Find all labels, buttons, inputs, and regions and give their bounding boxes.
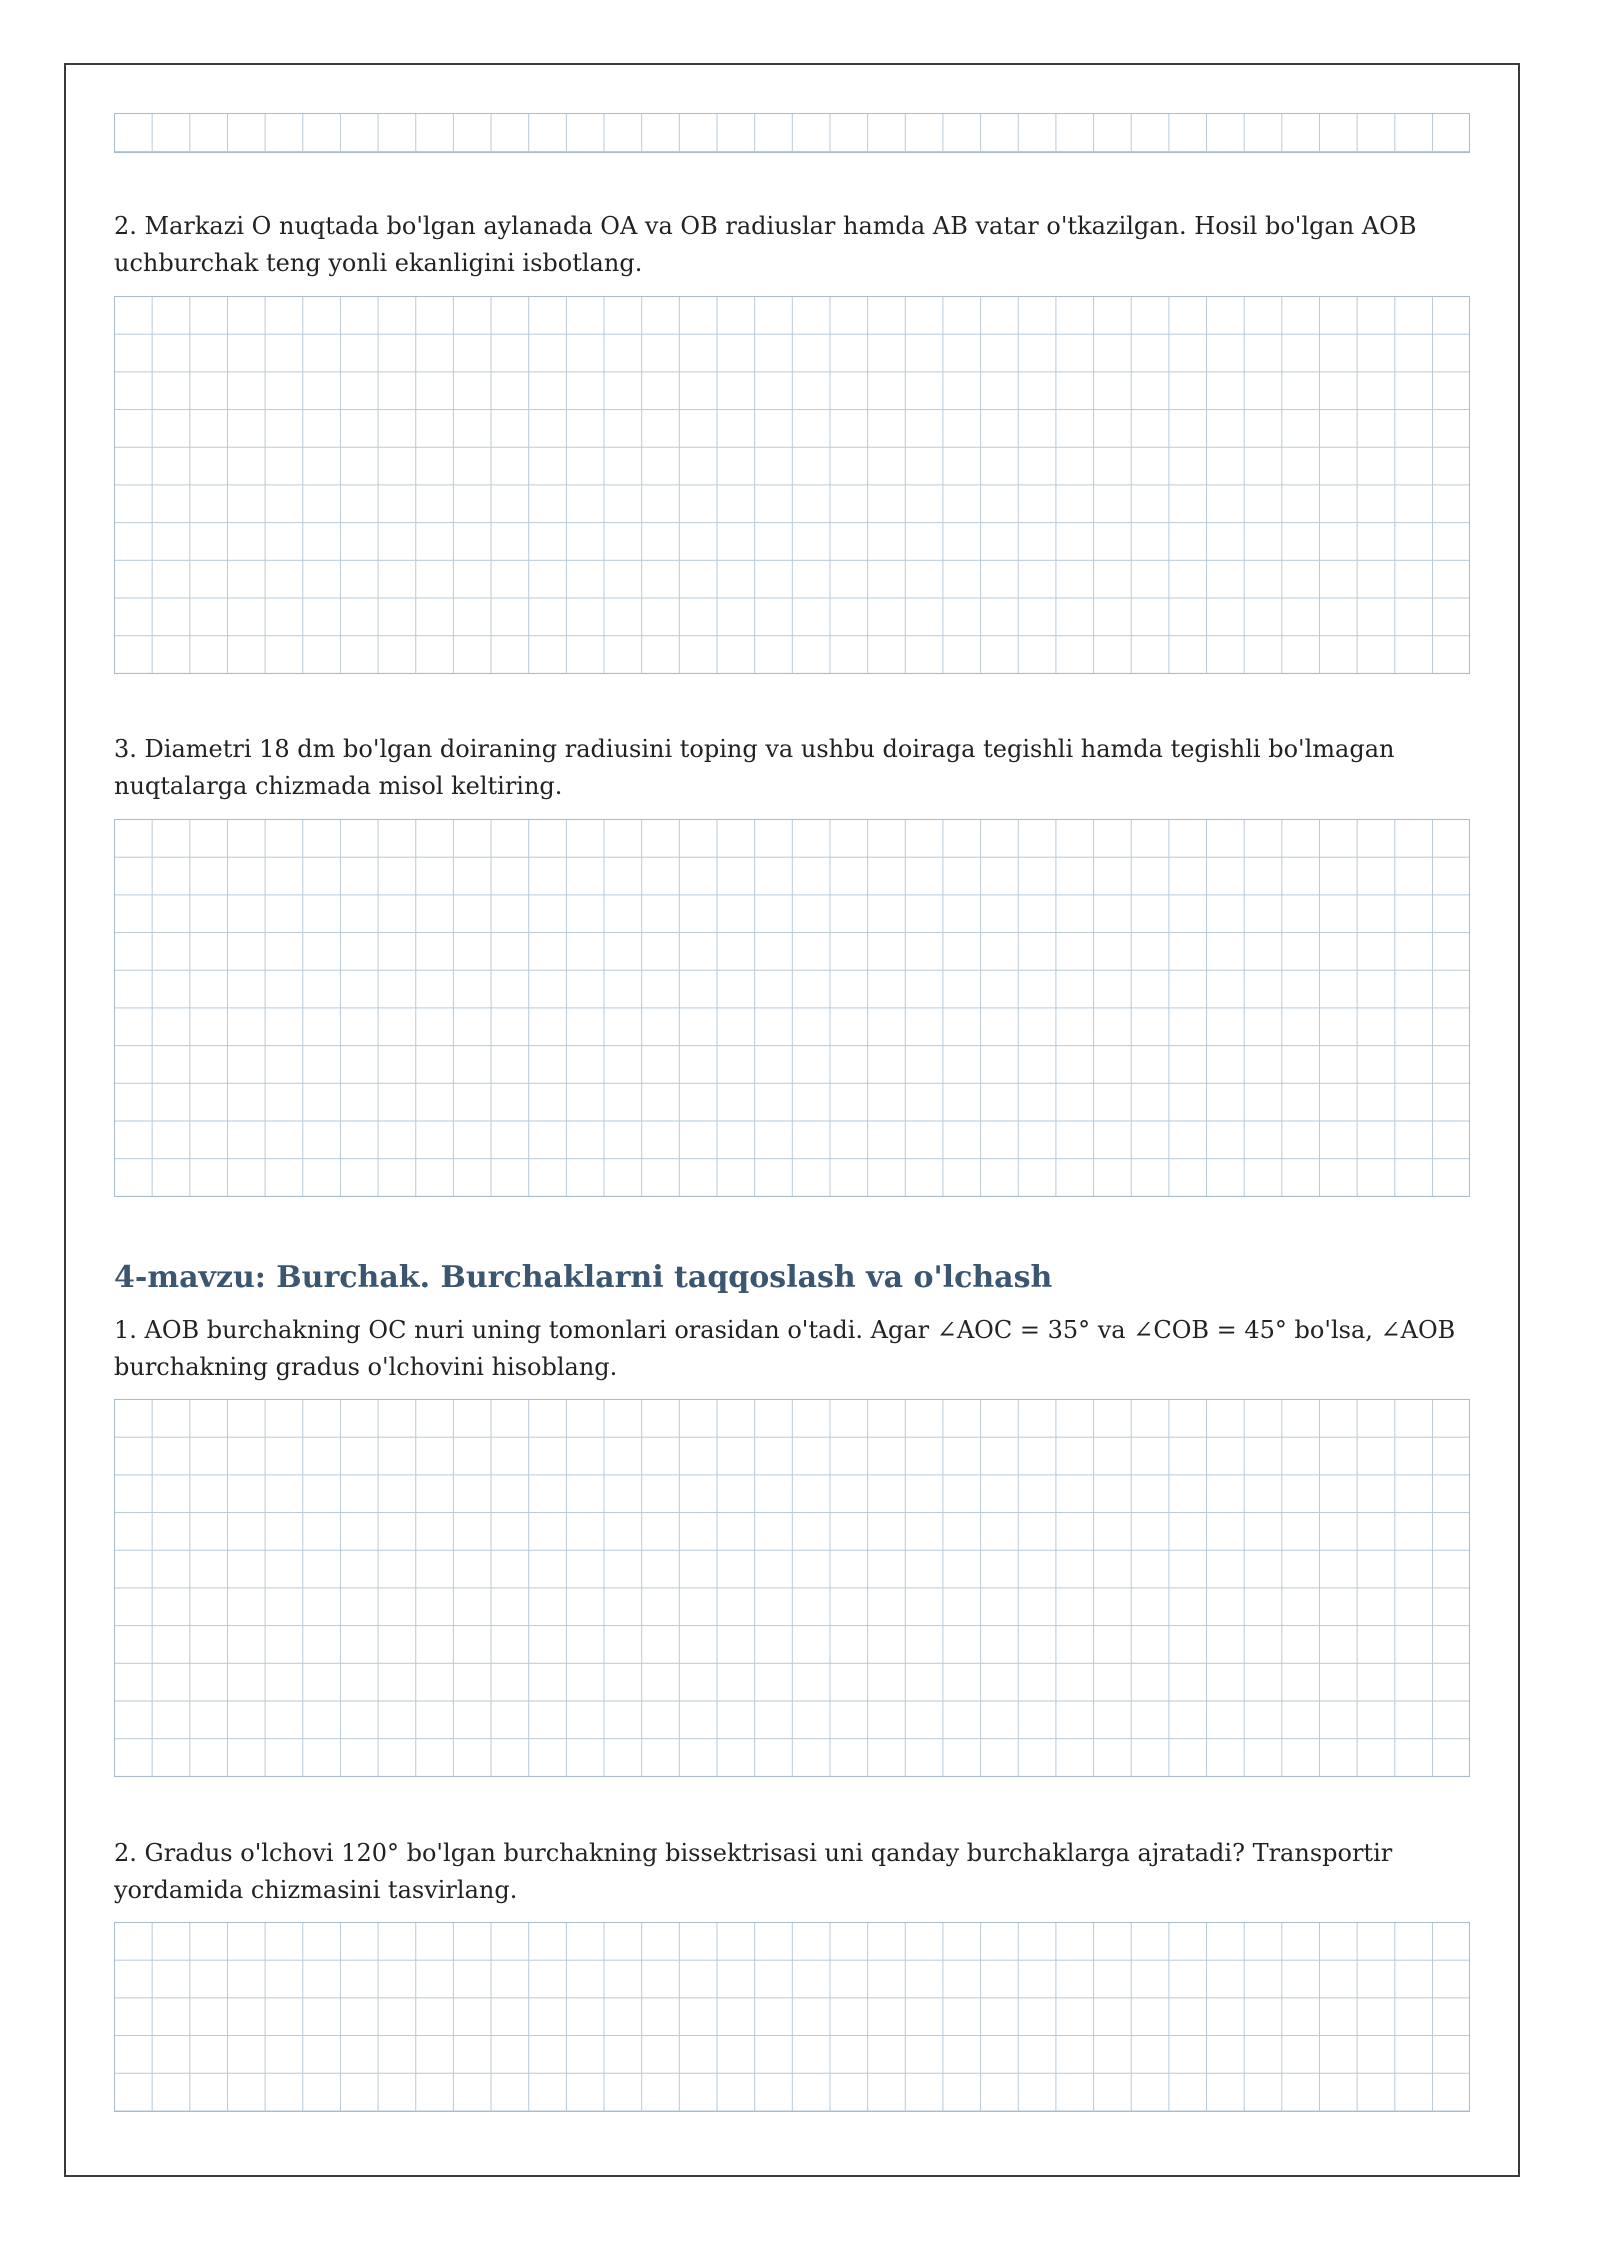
answer-grid-question-3[interactable] [114,819,1470,1197]
question-3-text: 3. Diametri 18 dm bo'lgan doiraning radiusini toping va ushbu doiraga tegishli hamda tegishli bo'lmagan nuqtalarga chizmada misol keltiring. [114,735,1395,800]
answer-grid-question-2[interactable] [114,296,1470,674]
section-4-title: 4-mavzu: Burchak. Burchaklarni taqqoslash va o'lchash [114,1260,1053,1295]
question-2-text: 2. Markazi O nuqtada bo'lgan aylanada OA va OB radiuslar hamda AB vatar o'tkazilgan. Hosil bo'lgan AOB uchburchak teng yonli ekanligini isbotlang. [114,212,1417,277]
answer-grid-top[interactable] [114,113,1470,153]
section-4-question-1-text: 1. AOB burchakning OC nuri uning tomonlari orasidan o'tadi. Agar ∠AOC = 35° va ∠COB = 45° bo'lsa, ∠AOB burchakning gradus o'lchovini hisoblang. [114,1316,1456,1381]
answer-grid-section-4-question-2[interactable] [114,1922,1470,2112]
section-4-question-2-text: 2. Gradus o'lchovi 120° bo'lgan burchakning bissektrisasi uni qanday burchaklarga ajratadi? Transportir yordamida chizmasini tasvirlang. [114,1839,1393,1904]
answer-grid-section-4-question-1[interactable] [114,1399,1470,1777]
